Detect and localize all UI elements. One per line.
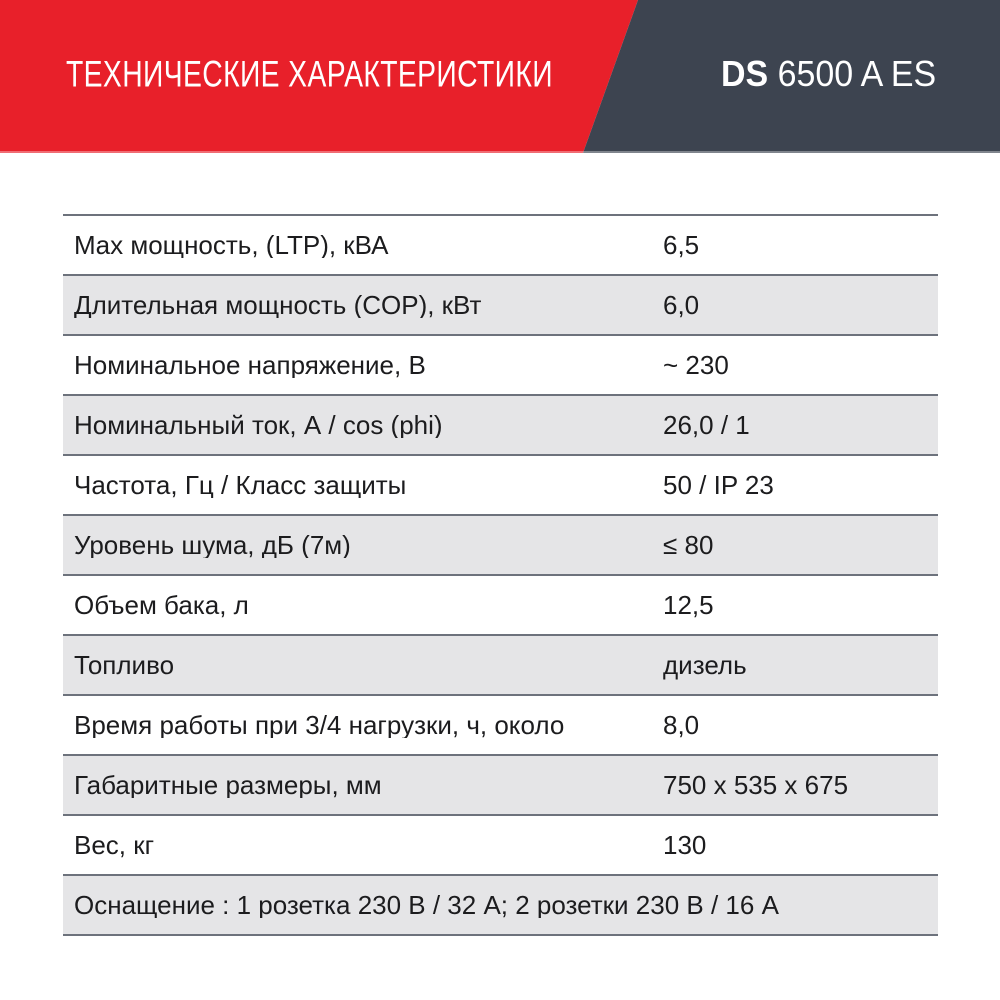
table-row — [63, 334, 938, 394]
spec-label: Объем бака, л — [74, 592, 249, 618]
model-series: DS — [721, 53, 769, 95]
spec-label: Номинальный ток, А / cos (phi) — [74, 412, 443, 438]
spec-label: Вес, кг — [74, 832, 155, 858]
table-row — [63, 274, 938, 334]
spec-label: Номинальное напряжение, В — [74, 352, 426, 378]
spec-value: дизель — [663, 650, 747, 680]
table-row — [63, 754, 938, 814]
spec-value: ~ 230 — [663, 350, 729, 380]
spec-value: 6,0 — [663, 290, 700, 320]
spec-label: Частота, Гц / Класс защиты — [74, 472, 407, 498]
spec-value: 26,0 / 1 — [663, 410, 750, 440]
spec-value: 130 — [663, 830, 707, 860]
spec-label: Оснащение : 1 розетка 230 В / 32 А; 2 розетки 230 В / 16 А — [74, 892, 779, 918]
spec-label: Время работы при 3/4 нагрузки, ч, около — [74, 712, 565, 738]
table-row — [63, 514, 938, 574]
spec-label: Длительная мощность (COP), кВт — [74, 292, 482, 318]
spec-value: 8,0 — [663, 710, 700, 740]
spec-label: Габаритные размеры, мм — [74, 772, 382, 798]
model-number: 6500 A ES — [768, 53, 937, 95]
table-row — [63, 814, 938, 874]
spec-value: 6,5 — [663, 230, 700, 260]
spec-label: Max мощность, (LTP), кВА — [74, 232, 389, 258]
table-row — [63, 874, 938, 934]
table-row — [63, 634, 938, 694]
spec-label: Уровень шума, дБ (7м) — [74, 532, 351, 558]
spec-value: 50 / IP 23 — [663, 470, 774, 500]
spec-value: 12,5 — [663, 590, 714, 620]
table-row — [63, 694, 938, 754]
model-name — [721, 53, 936, 95]
spec-label: Топливо — [74, 652, 175, 678]
spec-value: ≤ 80 — [663, 530, 714, 560]
header-banner — [0, 0, 1000, 153]
spec-table — [63, 214, 938, 936]
table-row — [63, 574, 938, 634]
table-row — [63, 214, 938, 274]
header-bottom-edge — [0, 151, 1000, 153]
table-row — [63, 394, 938, 454]
spec-value: 750 х 535 х 675 — [663, 770, 849, 800]
table-row — [63, 454, 938, 514]
page-title: ТЕХНИЧЕСКИЕ ХАРАКТЕРИСТИКИ — [66, 52, 554, 95]
